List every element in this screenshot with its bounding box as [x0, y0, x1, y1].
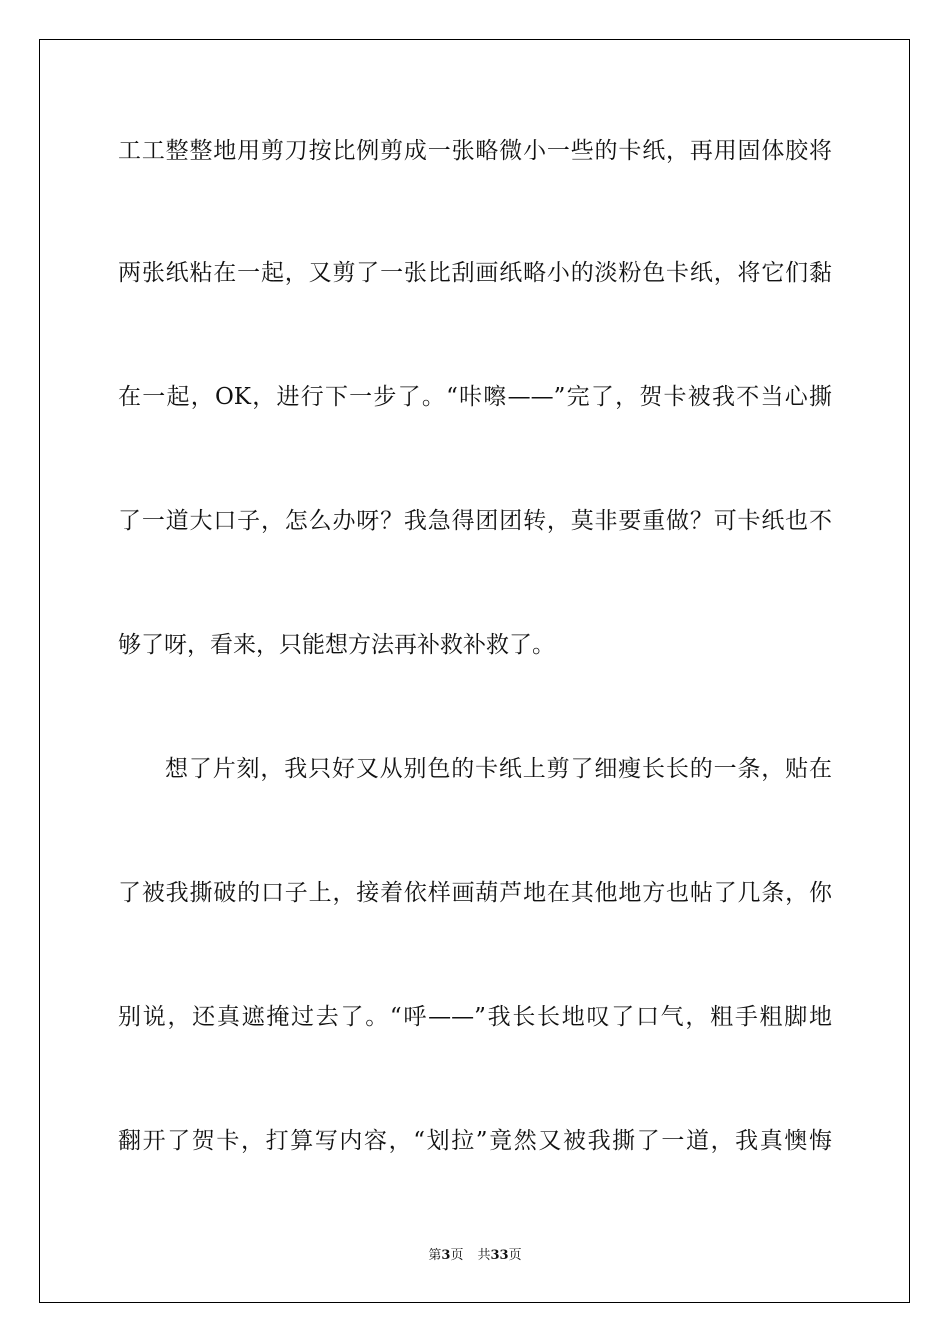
- footer-page-prefix: 第: [428, 1248, 442, 1263]
- footer-total-pages: 33: [490, 1248, 509, 1263]
- footer-page-suffix: 页: [450, 1248, 464, 1263]
- text-line-1: 工工整整地用剪刀按比例剪成一张略微小一些的卡纸，再用固体胶将: [118, 138, 832, 164]
- text-line-8: 别说，还真遮掩过去了。“呼——”我长长地叹了口气，粗手粗脚地: [118, 1004, 832, 1030]
- text-line-5: 够了呀，看来，只能想方法再补救补救了。: [118, 632, 555, 658]
- page-footer: [0, 1247, 950, 1265]
- text-line-6: 想了片刻，我只好又从别色的卡纸上剪了细瘦长长的一条，贴在: [165, 756, 832, 782]
- footer-total-suffix: 页: [508, 1248, 522, 1263]
- text-line-4: 了一道大口子，怎么办呀？我急得团团转，莫非要重做？可卡纸也不: [118, 508, 832, 534]
- text-line-7: 了被我撕破的口子上，接着依样画葫芦地在其他地方也帖了几条，你: [118, 880, 832, 906]
- text-line-3: 在一起，OK，进行下一步了。“咔嚓——”完了，贺卡被我不当心撕: [118, 384, 832, 410]
- page-border: [39, 39, 910, 1303]
- footer-page-number: 3: [441, 1248, 451, 1263]
- text-line-9: 翻开了贺卡，打算写内容，“划拉”竟然又被我撕了一道，我真懊悔: [118, 1128, 832, 1154]
- text-line-2: 两张纸粘在一起，又剪了一张比刮画纸略小的淡粉色卡纸，将它们黏: [118, 260, 832, 286]
- footer-total-prefix: 共: [477, 1248, 491, 1263]
